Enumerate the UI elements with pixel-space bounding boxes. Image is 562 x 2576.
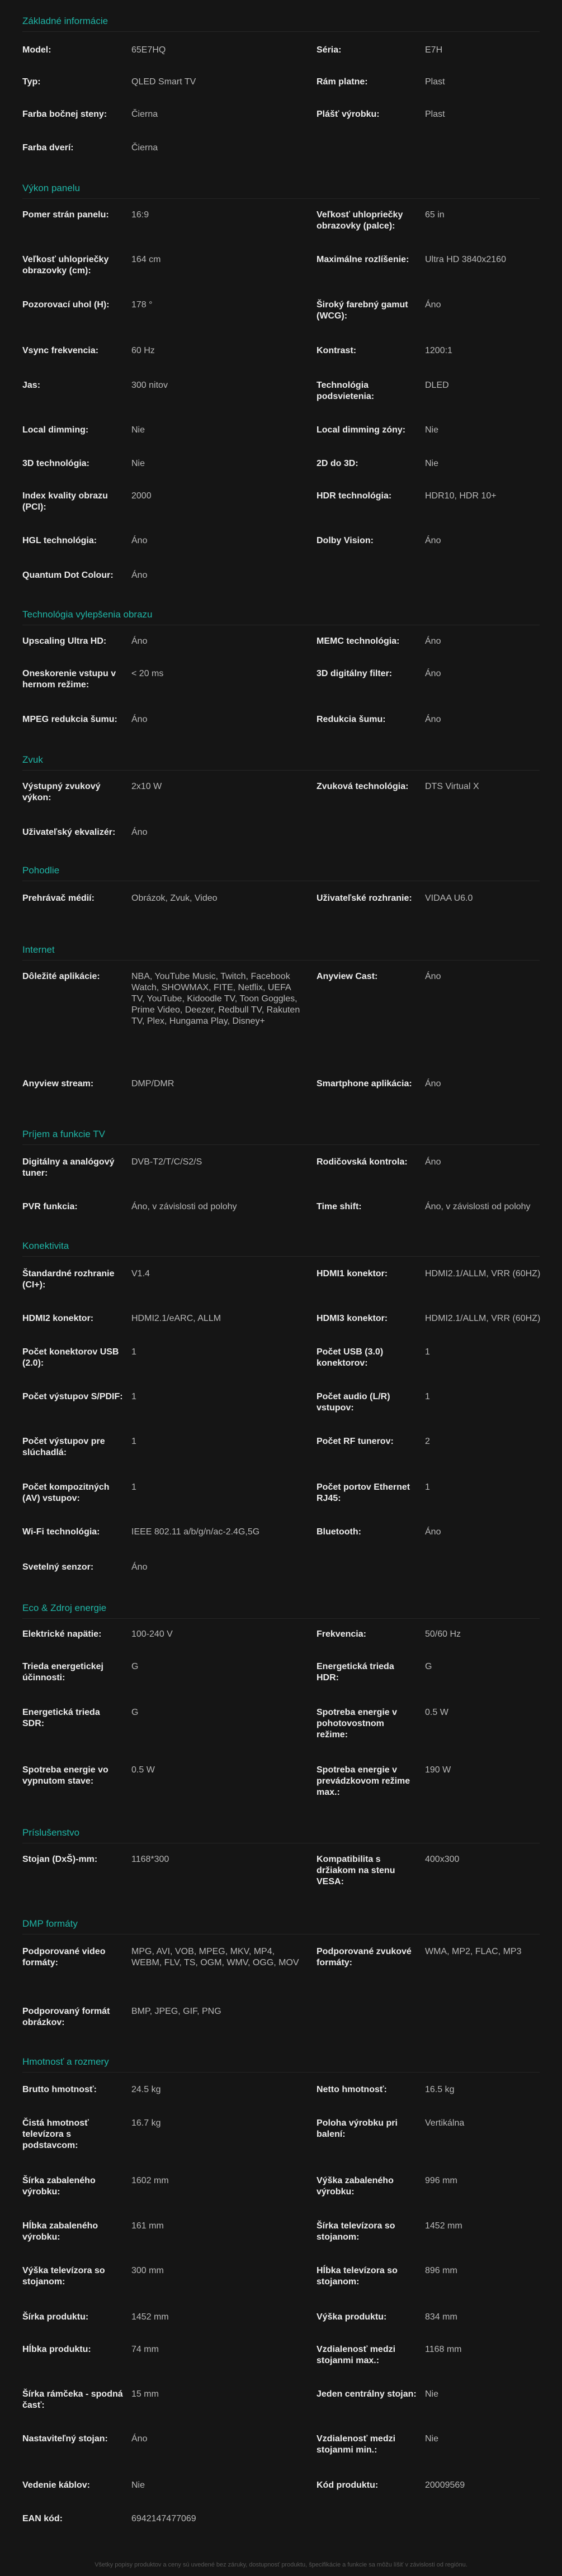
- spec-label: Podporované zvukové formáty:: [317, 1947, 412, 1967]
- spec-value: Vertikálna: [425, 2118, 465, 2128]
- spec-label: Maximálne rozlíšenie:: [317, 255, 409, 264]
- spec-value: 996 mm: [425, 2176, 457, 2185]
- spec-value: 50/60 Hz: [425, 1629, 461, 1639]
- spec-value: 16.5 kg: [425, 2085, 455, 2094]
- section-title: Eco & Zdroj energie: [22, 1603, 107, 1613]
- spec-label: Frekvencia:: [317, 1629, 366, 1639]
- spec-value: HDMI2.1/ALLM, VRR (60HZ): [425, 1269, 541, 1279]
- spec-label: 3D technológia:: [22, 459, 90, 468]
- spec-label: MEMC technológia:: [317, 636, 400, 646]
- spec-value: G: [131, 1708, 139, 1717]
- spec-label: 3D digitálny filter:: [317, 669, 393, 678]
- spec-value: 190 W: [425, 1765, 451, 1775]
- spec-label: Dolby Vision:: [317, 536, 374, 545]
- section-divider: [22, 1934, 540, 1935]
- spec-value: Áno: [131, 536, 148, 545]
- spec-value: Nie: [425, 425, 439, 435]
- spec-value: QLED Smart TV: [131, 77, 196, 87]
- section-divider: [22, 31, 540, 32]
- spec-label: Počet USB (3.0) konektorov:: [317, 1347, 384, 1368]
- spec-label: Počet portov Ethernet RJ45:: [317, 1482, 410, 1503]
- spec-value: BMP, JPEG, GIF, PNG: [131, 2007, 221, 2016]
- spec-value: Ultra HD 3840x2160: [425, 255, 506, 264]
- spec-value: 1: [425, 1482, 430, 1492]
- spec-value: DLED: [425, 381, 449, 390]
- spec-value: Áno: [425, 636, 441, 646]
- spec-label: Rodičovská kontrola:: [317, 1157, 408, 1167]
- spec-value: Obrázok, Zvuk, Video: [131, 893, 218, 903]
- spec-label: MPEG redukcia šumu:: [22, 715, 117, 724]
- spec-value: 1452 mm: [131, 2312, 169, 2322]
- spec-label: Počet konektorov USB (2.0):: [22, 1347, 119, 1368]
- spec-value: < 20 ms: [131, 669, 164, 678]
- spec-value: 20009569: [425, 2480, 465, 2490]
- spec-label: Technológia podsvietenia:: [317, 381, 375, 401]
- spec-value: 6942147477069: [131, 2514, 196, 2523]
- section-divider: [22, 1144, 540, 1145]
- spec-value: V1.4: [131, 1269, 150, 1279]
- spec-label: Štandardné rozhranie (CI+):: [22, 1269, 115, 1290]
- spec-value: Áno: [425, 1527, 441, 1537]
- spec-value: Áno: [131, 715, 148, 724]
- spec-value: NBA, YouTube Music, Twitch, Facebook Watch, SHOWMAX, FITE, Netflix, UEFA TV, YouTube, Kidoodle TV, Toon Goggles, Prime Video, Deezer, Redbull TV, Rakuten TV, Plex, Hungama Play, Disney+: [131, 972, 300, 1026]
- spec-label: Výstupný zvukový výkon:: [22, 782, 101, 802]
- spec-label: Anyview Cast:: [317, 972, 378, 981]
- spec-label: Vzdialenosť medzi stojanmi max.:: [317, 2345, 396, 2365]
- spec-label: Upscaling Ultra HD:: [22, 636, 107, 646]
- spec-label: Zvuková technológia:: [317, 782, 409, 791]
- spec-label: Energetická trieda SDR:: [22, 1708, 100, 1728]
- spec-label: Šírka produktu:: [22, 2312, 89, 2322]
- spec-label: Vsync frekvencia:: [22, 346, 99, 355]
- spec-value: 1: [425, 1392, 430, 1401]
- spec-value: Áno: [131, 1562, 148, 1572]
- spec-value: MPG, AVI, VOB, MPEG, MKV, MP4, WEBM, FLV, TS, OGM, WMV, OGG, MOV: [131, 1947, 299, 1967]
- section-divider: [22, 198, 540, 199]
- spec-label: Prehrávač médií:: [22, 893, 95, 903]
- section-title: Základné informácie: [22, 16, 108, 26]
- spec-label: Anyview stream:: [22, 1079, 94, 1089]
- spec-value: Áno: [425, 972, 441, 981]
- spec-label: Kompatibilita s držiakom na stenu VESA:: [317, 1855, 395, 1886]
- section-divider: [22, 2072, 540, 2073]
- spec-label: Oneskorenie vstupu v hernom režime:: [22, 669, 116, 690]
- spec-label: Farba dverí:: [22, 143, 74, 153]
- spec-value: Áno: [425, 1157, 441, 1167]
- spec-value: 178 °: [131, 300, 153, 310]
- spec-value: Áno: [425, 715, 441, 724]
- spec-label: HDMI1 konektor:: [317, 1269, 388, 1279]
- spec-value: Plast: [425, 110, 445, 119]
- spec-label: Model:: [22, 45, 51, 55]
- spec-label: Smartphone aplikácia:: [317, 1079, 412, 1089]
- spec-value: 834 mm: [425, 2312, 457, 2322]
- spec-label: Počet audio (L/R) vstupov:: [317, 1392, 390, 1413]
- spec-value: Áno: [425, 1079, 441, 1089]
- spec-value: Nie: [425, 459, 439, 468]
- spec-value: WMA, MP2, FLAC, MP3: [425, 1947, 522, 1956]
- spec-value: 1: [131, 1392, 136, 1401]
- spec-label: Quantum Dot Colour:: [22, 571, 114, 580]
- spec-value: 896 mm: [425, 2266, 457, 2275]
- spec-value: Áno: [425, 536, 441, 545]
- spec-label: Počet RF tunerov:: [317, 1437, 394, 1446]
- spec-value: DMP/DMR: [131, 1079, 174, 1089]
- spec-label: 2D do 3D:: [317, 459, 358, 468]
- spec-label: Time shift:: [317, 1202, 362, 1211]
- spec-label: HDR technológia:: [317, 491, 392, 501]
- spec-value: 1: [131, 1437, 136, 1446]
- spec-label: Počet výstupov S/PDIF:: [22, 1392, 123, 1401]
- spec-value: 2: [425, 1437, 430, 1446]
- spec-value: 0.5 W: [425, 1708, 448, 1717]
- spec-value: 15 mm: [131, 2389, 159, 2399]
- spec-label: Veľkosť uhlopriečky obrazovky (cm):: [22, 255, 109, 275]
- spec-value: 2000: [131, 491, 152, 501]
- spec-value: Čierna: [131, 110, 158, 119]
- spec-value: Áno: [131, 2434, 148, 2444]
- spec-value: 164 cm: [131, 255, 161, 264]
- spec-value: Plast: [425, 77, 445, 87]
- section-divider: [22, 770, 540, 771]
- spec-label: Veľkosť uhlopriečky obrazovky (palce):: [317, 210, 403, 231]
- spec-label: Šírka televízora so stojanom:: [317, 2221, 395, 2242]
- spec-value: 16.7 kg: [131, 2118, 161, 2128]
- spec-label: Široký farebný gamut (WCG):: [317, 300, 408, 321]
- spec-label: Redukcia šumu:: [317, 715, 386, 724]
- spec-value: 65 in: [425, 210, 445, 220]
- section-title: Internet: [22, 944, 55, 955]
- section-divider: [22, 960, 540, 961]
- spec-label: Podporované video formáty:: [22, 1947, 106, 1967]
- spec-label: Nastaviteľný stojan:: [22, 2434, 108, 2444]
- spec-value: VIDAA U6.0: [425, 893, 473, 903]
- spec-label: HDMI2 konektor:: [22, 1314, 94, 1323]
- spec-value: Áno: [131, 636, 148, 646]
- spec-value: 100-240 V: [131, 1629, 173, 1639]
- spec-label: Podporovaný formát obrázkov:: [22, 2007, 110, 2027]
- spec-value: Nie: [131, 459, 145, 468]
- spec-label: Spotreba energie v prevádzkovom režime max.:: [317, 1765, 410, 1797]
- spec-value: Nie: [425, 2389, 439, 2399]
- section-title: Výkon panelu: [22, 183, 81, 193]
- spec-label: Výška zabaleného výrobku:: [317, 2176, 394, 2197]
- spec-label: Index kvality obrazu (PCI):: [22, 491, 108, 512]
- spec-label: Spotreba energie vo vypnutom stave:: [22, 1765, 108, 1786]
- spec-label: Brutto hmotnosť:: [22, 2085, 97, 2094]
- spec-label: Šírka rámčeka - spodná časť:: [22, 2389, 123, 2410]
- section-title: Zvuk: [22, 754, 43, 765]
- spec-label: Jas:: [22, 381, 41, 390]
- spec-label: Kontrast:: [317, 346, 357, 355]
- spec-label: Vedenie káblov:: [22, 2480, 90, 2490]
- spec-value: 74 mm: [131, 2345, 159, 2354]
- section-title: Konektivita: [22, 1241, 69, 1251]
- section-divider: [22, 1256, 540, 1257]
- spec-value: Áno: [131, 828, 148, 837]
- spec-label: Výška televízora so stojanom:: [22, 2266, 105, 2287]
- spec-label: Bluetooth:: [317, 1527, 361, 1537]
- spec-value: Áno: [131, 571, 148, 580]
- spec-value: IEEE 802.11 a/b/g/n/ac-2.4G,5G: [131, 1527, 260, 1537]
- spec-value: 24.5 kg: [131, 2085, 161, 2094]
- spec-value: DTS Virtual X: [425, 782, 479, 791]
- spec-label: Kód produktu:: [317, 2480, 379, 2490]
- spec-value: 1: [131, 1482, 136, 1492]
- spec-value: 1602 mm: [131, 2176, 169, 2185]
- spec-value: 1200:1: [425, 346, 452, 355]
- section-title: Príslušenstvo: [22, 1827, 80, 1838]
- spec-value: G: [425, 1662, 432, 1671]
- spec-label: Vzdialenosť medzi stojanmi min.:: [317, 2434, 396, 2455]
- spec-label: Stojan (DxŠ)-mm:: [22, 1855, 98, 1864]
- spec-label: Výška produktu:: [317, 2312, 387, 2322]
- section-divider: [22, 1618, 540, 1619]
- spec-value: G: [131, 1662, 139, 1671]
- spec-label: HGL technológia:: [22, 536, 97, 545]
- spec-label: Netto hmotnosť:: [317, 2085, 387, 2094]
- section-title: DMP formáty: [22, 1918, 78, 1929]
- spec-label: Hĺbka televízora so stojanom:: [317, 2266, 398, 2287]
- section-title: Technológia vylepšenia obrazu: [22, 609, 153, 620]
- spec-value: Áno, v závislosti od polohy: [425, 1202, 531, 1211]
- spec-value: 1168*300: [131, 1855, 169, 1864]
- section-title: Hmotnosť a rozmery: [22, 2056, 109, 2067]
- spec-value: 60 Hz: [131, 346, 155, 355]
- spec-label: Počet kompozitných (AV) vstupov:: [22, 1482, 110, 1503]
- spec-value: HDR10, HDR 10+: [425, 491, 497, 501]
- spec-label: Rám platne:: [317, 77, 368, 87]
- spec-label: Čistá hmotnosť televízora s podstavcom:: [22, 2118, 89, 2150]
- spec-value: 2x10 W: [131, 782, 162, 791]
- spec-value: Áno: [425, 669, 441, 678]
- spec-label: Local dimming:: [22, 425, 89, 435]
- spec-label: Hĺbka produktu:: [22, 2345, 91, 2354]
- spec-value: Čierna: [131, 143, 158, 153]
- spec-label: Wi-Fi technológia:: [22, 1527, 100, 1537]
- spec-label: Plášť výrobku:: [317, 110, 380, 119]
- spec-value: Nie: [131, 2480, 145, 2490]
- spec-label: Energetická trieda HDR:: [317, 1662, 394, 1683]
- spec-label: PVR funkcia:: [22, 1202, 78, 1211]
- spec-label: Spotreba energie v pohotovostnom režime:: [317, 1708, 398, 1739]
- spec-value: Áno: [425, 300, 441, 310]
- spec-label: Šírka zabaleného výrobku:: [22, 2176, 96, 2197]
- spec-label: Uživateľské rozhranie:: [317, 893, 412, 903]
- spec-value: 300 mm: [131, 2266, 164, 2275]
- spec-label: Jeden centrálny stojan:: [317, 2389, 417, 2399]
- spec-value: Nie: [131, 425, 145, 435]
- spec-label: Digitálny a analógový tuner:: [22, 1157, 115, 1178]
- spec-value: E7H: [425, 45, 443, 55]
- spec-value: 161 mm: [131, 2221, 164, 2231]
- spec-label: Hĺbka zabaleného výrobku:: [22, 2221, 98, 2242]
- spec-label: EAN kód:: [22, 2514, 63, 2523]
- spec-value: 16:9: [131, 210, 149, 220]
- spec-value: 0.5 W: [131, 1765, 155, 1775]
- spec-label: Séria:: [317, 45, 342, 55]
- spec-value: HDMI2.1/ALLM, VRR (60HZ): [425, 1314, 541, 1323]
- spec-label: Poloha výrobku pri balení:: [317, 2118, 398, 2139]
- section-title: Pohodlie: [22, 865, 60, 876]
- spec-label: Typ:: [22, 77, 41, 87]
- spec-label: HDMI3 konektor:: [317, 1314, 388, 1323]
- spec-label: Elektrické napätie:: [22, 1629, 102, 1639]
- spec-value: DVB-T2/T/C/S2/S: [131, 1157, 202, 1167]
- spec-label: Farba bočnej steny:: [22, 110, 107, 119]
- spec-value: HDMI2.1/eARC, ALLM: [131, 1314, 221, 1323]
- spec-label: Trieda energetickej účinnosti:: [22, 1662, 103, 1683]
- spec-value: 1452 mm: [425, 2221, 462, 2231]
- spec-label: Svetelný senzor:: [22, 1562, 94, 1572]
- spec-value: 400x300: [425, 1855, 460, 1864]
- footer-disclaimer: Všetky popisy produktov a ceny sú uvedené bez záruky, dostupnosť produktu, špecifikácie a funkcie sa môžu líšiť v závislosti od regiónu.: [95, 2561, 467, 2568]
- spec-label: Pozorovací uhol (H):: [22, 300, 110, 310]
- spec-value: 1: [425, 1347, 430, 1357]
- spec-value: Áno, v závislosti od polohy: [131, 1202, 237, 1211]
- spec-label: Počet výstupov pre slúchadlá:: [22, 1437, 105, 1457]
- spec-value: 1168 mm: [425, 2345, 462, 2354]
- spec-label: Pomer strán panelu:: [22, 210, 109, 220]
- section-title: Príjem a funkcie TV: [22, 1129, 106, 1139]
- spec-value: Nie: [425, 2434, 439, 2444]
- spec-label: Dôležité aplikácie:: [22, 972, 100, 981]
- spec-value: 1: [131, 1347, 136, 1357]
- spec-label: Uživateľský ekvalizér:: [22, 828, 116, 837]
- spec-value: 300 nitov: [131, 381, 168, 390]
- spec-label: Local dimming zóny:: [317, 425, 406, 435]
- spec-value: 65E7HQ: [131, 45, 166, 55]
